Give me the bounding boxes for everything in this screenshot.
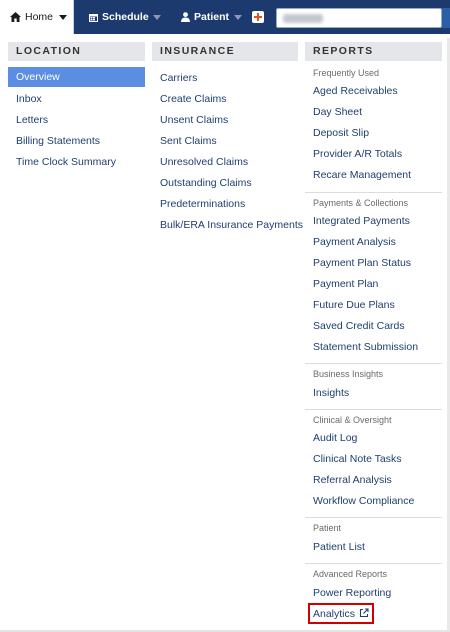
report-payment-analysis[interactable]: Payment Analysis [313,236,396,248]
person-icon [181,12,190,22]
insurance-item-carriers[interactable]: Carriers [160,72,198,84]
home-icon [10,12,21,22]
insurance-header: INSURANCE [152,42,298,61]
analytics-highlight-box [308,603,374,624]
group-label-frequently-used: Frequently Used [313,68,380,78]
report-referral-analysis[interactable]: Referral Analysis [313,474,392,486]
group-label-payments-collections: Payments & Collections [313,198,409,208]
patient-chevron-down-icon[interactable] [234,15,242,20]
calendar-icon [89,13,98,22]
location-item-overview[interactable]: Overview [8,67,145,87]
report-analytics-label: Analytics [313,608,356,620]
section-divider [305,192,442,193]
location-item-time-clock-summary[interactable]: Time Clock Summary [16,156,116,168]
report-audit-log[interactable]: Audit Log [313,432,358,444]
report-insights[interactable]: Insights [313,387,350,399]
patient-search-input[interactable] [276,8,442,28]
report-payment-plan-status[interactable]: Payment Plan Status [313,257,412,269]
location-header: LOCATION [8,42,145,61]
group-label-clinical-oversight: Clinical & Oversight [313,415,392,425]
insurance-item-create-claims[interactable]: Create Claims [160,93,227,105]
report-deposit-slip[interactable]: Deposit Slip [313,127,370,139]
group-label-patient: Patient [313,523,342,533]
home-tab[interactable] [0,0,74,34]
insurance-item-predeterminations[interactable]: Predeterminations [160,198,246,210]
search-input-value [283,14,323,23]
schedule-tab[interactable] [89,0,149,34]
chevron-down-icon[interactable] [59,15,67,20]
location-item-inbox[interactable]: Inbox [16,93,42,105]
report-integrated-payments[interactable]: Integrated Payments [313,215,410,227]
home-tab-label: Home [25,11,54,23]
report-provider-ar-totals[interactable]: Provider A/R Totals [313,148,403,160]
location-item-letters[interactable]: Letters [16,114,49,126]
add-patient-icon[interactable] [252,11,264,23]
report-aged-receivables[interactable]: Aged Receivables [313,85,398,97]
schedule-chevron-down-icon[interactable] [153,15,161,20]
section-divider [305,363,442,364]
report-recare-management[interactable]: Recare Management [313,169,412,181]
top-navigation-bar [0,0,450,34]
schedule-tab-label: Schedule [102,11,149,23]
report-statement-submission[interactable]: Statement Submission [313,341,419,353]
insurance-item-bulk-era-payments[interactable]: Bulk/ERA Insurance Payments [160,219,303,231]
insurance-item-outstanding-claims[interactable]: Outstanding Claims [160,177,252,189]
patient-tab[interactable] [181,0,229,34]
insurance-item-sent-claims[interactable]: Sent Claims [160,135,217,147]
report-saved-credit-cards[interactable]: Saved Credit Cards [313,320,405,332]
section-divider [305,517,442,518]
insurance-item-unresolved-claims[interactable]: Unresolved Claims [160,156,249,168]
report-power-reporting[interactable]: Power Reporting [313,587,392,599]
search-button[interactable] [442,8,450,28]
patient-tab-label: Patient [194,11,230,23]
report-workflow-compliance[interactable]: Workflow Compliance [313,495,415,507]
section-divider [305,563,442,564]
reports-header: REPORTS [305,42,442,61]
insurance-item-unsent-claims[interactable]: Unsent Claims [160,114,229,126]
location-item-billing-statements[interactable]: Billing Statements [16,135,101,147]
group-label-business-insights: Business Insights [313,369,384,379]
report-future-due-plans[interactable]: Future Due Plans [313,299,395,311]
report-payment-plan[interactable]: Payment Plan [313,278,379,290]
report-clinical-note-tasks[interactable]: Clinical Note Tasks [313,453,402,465]
report-patient-list[interactable]: Patient List [313,541,365,553]
section-divider [305,409,442,410]
report-day-sheet[interactable]: Day Sheet [313,106,363,118]
group-label-advanced-reports: Advanced Reports [313,569,388,579]
